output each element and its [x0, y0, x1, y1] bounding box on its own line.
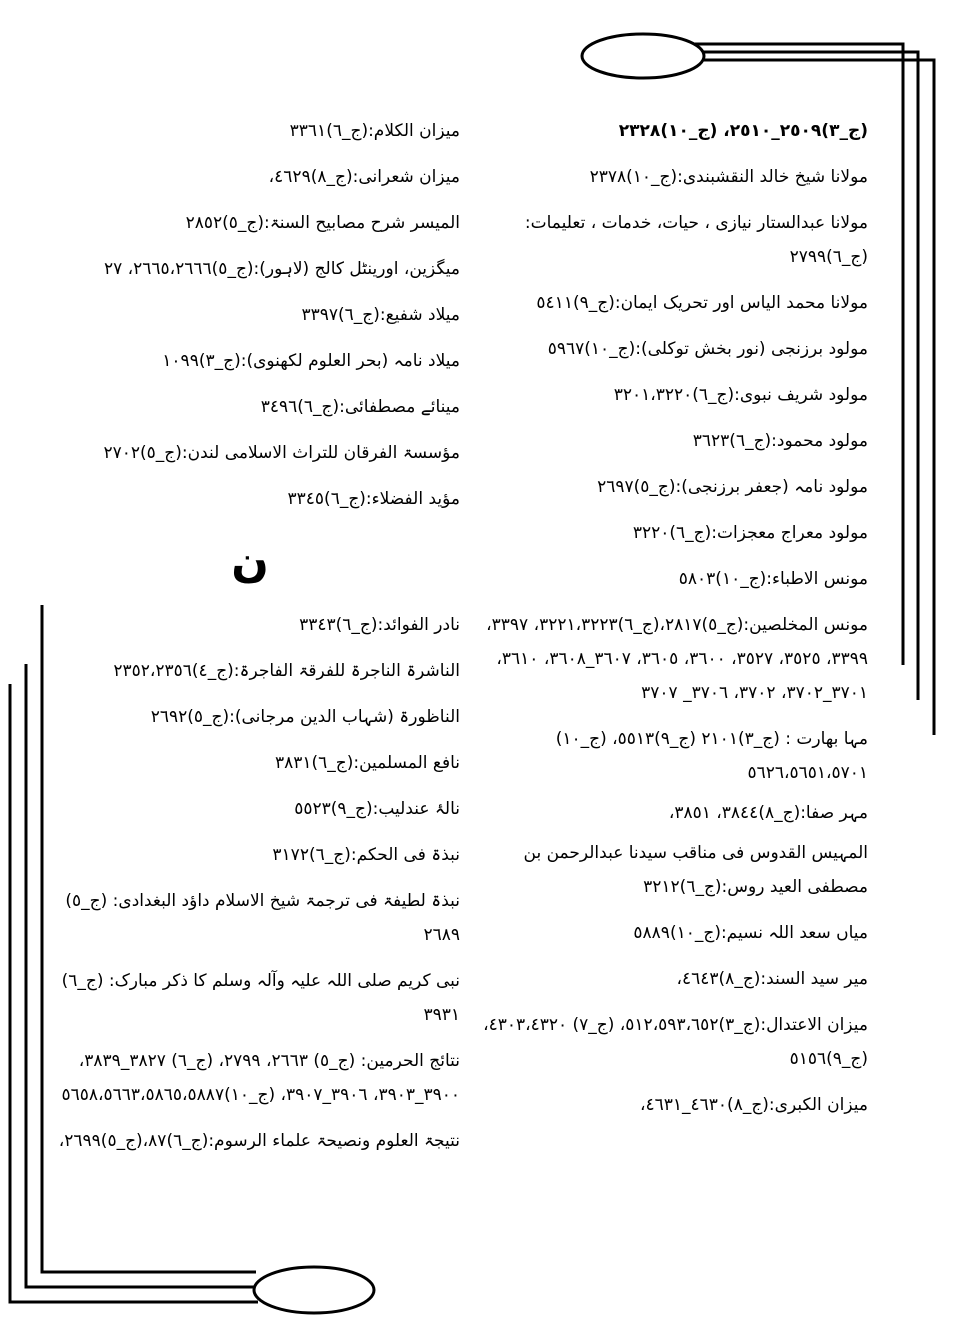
index-entry: مہا بھارت : (ج_٣)٢١٠١ (ج_٩)٥٥١٣، (ج_١٠) ٥٦٢٦،٥٦٥١،٥٧٠١ — [555, 729, 868, 783]
right-column — [478, 108, 868, 1128]
index-entry: میزان الکلام:(ج_٦)٣٣٦١ — [289, 121, 460, 141]
index-entry: مؤید الفضلاء:(ج_٦)٣٣٤٥ — [287, 489, 460, 509]
index-entry: میزان الاعتدال:(ج_٣)٥١٢،٥٩٣،٦٥٢، (ج_٧) ٤٣٠٣،٤٣٢٠، (ج_٩)٥١٥٦ — [483, 1015, 868, 1069]
index-entry: الناشرۃ الناجرۃ للفرقۃ الفاجرۃ:(ج_٤)٢٣٥٢،٢٣٥٦ — [113, 661, 460, 681]
index-entry: نبذۃ فی الحکم:(ج_٦)٣١٧٢ — [272, 845, 460, 865]
section-letter-heading: ن — [231, 536, 269, 587]
index-entry: میگزین، اورینٹل کالج (لاہور):(ج_٥)٢٦٦٥،٢٦٦٦، ٢٧ — [103, 259, 460, 279]
index-entry: نبذۃ لطیفۃ فی ترجمۃ شیخ الاسلام داؤد البغدادی: (ج_٥) ٢٦٨٩ — [65, 891, 460, 945]
index-entry: میاں سعد اللہ نسیم:(ج_١٠)٥٨٨٩ — [633, 923, 868, 943]
index-entry: نبی کریم صلی اللہ علیہ وآلہ وسلم کا ذکر مبارک: (ج_٦) ٣٩٣١ — [61, 971, 460, 1025]
index-entry: میلاد نامہ (بحر العلوم لکھنوی):(ج_٣)١٠٩٩ — [162, 351, 460, 371]
index-entry: نتائج الحرمین: (ج_٥) ٢٦٦٣، ٢٧٩٩، (ج_٦) ٣٨٢٧_٣٨٣٩، ٣٩٠٠_٣٩٠٣، ٣٩٠٦_٣٩٠٧، (ج_١٠)٥٦٥٨،٥٦٦٣،٥٨٦٥،٥٨٨٧ — [61, 1051, 460, 1105]
index-entry: مولود نامہ (جعفر برزنجی):(ج_٥)٢٦٩٧ — [597, 477, 868, 497]
index-entry: مہر صفا:(ج_٨)٣٨٤٤، ٣٨٥١، — [668, 803, 868, 823]
index-entry: نالۂ عندلیب:(ج_٩)٥٥٢٣ — [294, 799, 460, 819]
index-entry: میزان الکبری:(ج_٨)٤٦٣٠_٤٦٣١، — [639, 1095, 868, 1115]
index-entry: نادر الفوائد:(ج_٦)٣٣٤٣ — [299, 615, 460, 635]
index-entry: میلاد شفیع:(ج_٦)٣٣٩٧ — [301, 305, 460, 325]
index-entry: (ج_٣)٢٥٠٩_٢٥١٠، (ج_١٠)٢٣٢٨ — [618, 121, 868, 141]
index-entry: المیسر شرح مصابیح السنۃ:(ج_٥)٢٨٥٢ — [185, 213, 460, 233]
index-entry: الناظورۃ (شہاب الدین مرجانی):(ج_٥)٢٦٩٢ — [150, 707, 460, 727]
index-entry: میر سید السند:(ج_٨)٤٦٤٣، — [676, 969, 868, 989]
index-entry: مولانا محمد الیاس اور تحریک ایمان:(ج_٩)٥٤١١ — [536, 293, 868, 313]
index-entry: مولانا شیخ خالد النقشبندی:(ج_١٠)٢٣٧٨ — [589, 167, 868, 187]
index-entry: مونس المخلصین:(ج_٥)٢٨١٧،(ج_٦)٣٢٢١،٣٢٢٣، ٣٣٩٧، ٣٣٩٩، ٣٥٢٥، ٣٥٢٧، ٣٦٠٠، ٣٦٠٥، ٣٦٠٧_٣٦٠٨، ٣٦١٠، ٣٧٠١_٣٧٠٢، ٣٧٠٢، ٣٧٠٦_ ٣٧٠٧ — [486, 615, 868, 703]
top-ornament-oval — [582, 34, 704, 78]
index-entry: مولانا عبدالستار نیازی ، حیات، خدمات ، تعلیمات: (ج_٦)٢٧٩٩ — [524, 213, 868, 267]
index-entry: مینائے مصطفائی:(ج_٦)٣٤٩٦ — [260, 397, 460, 417]
index-entry: میزان شعرانی:(ج_٨)٤٦٢٩، — [268, 167, 460, 187]
index-entry: مونس الاطباء:(ج_١٠)٥٨٠٣ — [678, 569, 868, 589]
index-entry: المہیس القدوس فی مناقب سیدنا عبدالرحمن بن مصطفی العید روس:(ج_٦)٣٢١٢ — [523, 843, 868, 897]
bottom-ornament-oval — [254, 1267, 374, 1313]
index-entry: مولود معراج معجزات:(ج_٦)٣٢٢٠ — [632, 523, 868, 543]
index-entry: نافع المسلمین:(ج_٦)٣٨٣١ — [274, 753, 460, 773]
index-entry: مولود محمود:(ج_٦)٣٦٢٣ — [692, 431, 868, 451]
index-entry: نتیجۃ العلوم ونصیحۃ علماء الرسوم:(ج_٦)٨٧،(ج_٥)٢٦٩٩، — [58, 1131, 460, 1151]
index-entry: مؤسسۃ الفرقان للتراث الاسلامی لندن:(ج_٥)٢٧٠٢ — [103, 443, 460, 463]
index-entry: مولود شریف نبوی:(ج_٦)٣٢٠١،٣٢٢٠ — [613, 385, 868, 405]
left-column — [40, 108, 460, 1164]
index-entry: مولود برزنجی (نور بخش توکلی):(ج_١٠)٥٩٦٧ — [547, 339, 868, 359]
